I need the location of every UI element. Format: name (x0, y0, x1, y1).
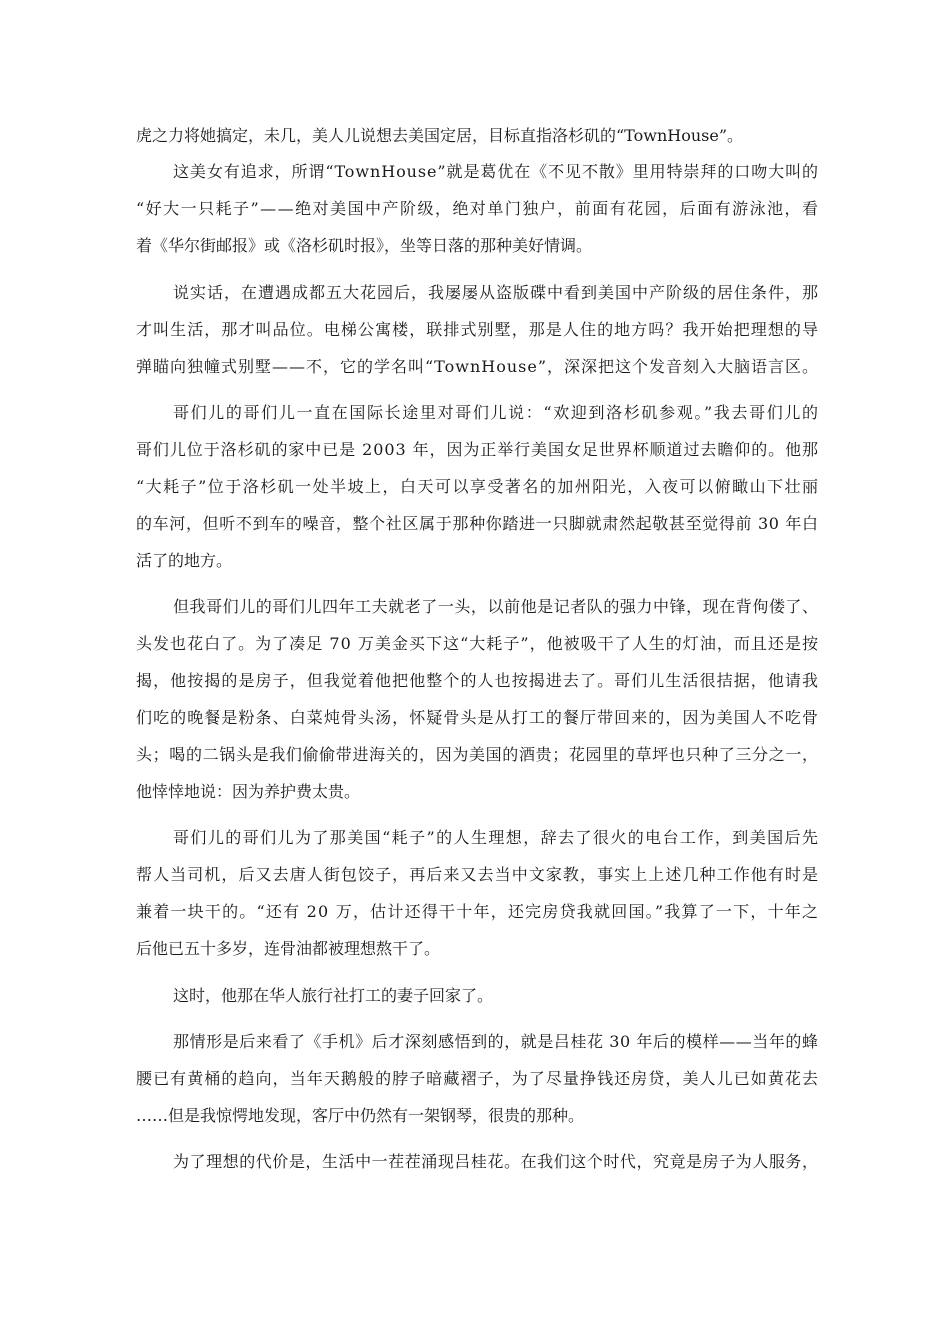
text-line: 头；喝的二锅头是我们偷偷带进海关的，因为美国的酒贵；花园里的草坪也只种了三分之一， (136, 745, 819, 764)
text-line: 兼着一块干的。“还有 20 万，估计还得干十年，还完房贷我就回国。”我算了一下，十年之 (136, 902, 820, 921)
text-line: 腰已有黄桶的趋向，当年天鹅般的脖子暗藏褶子，为了尽量挣钱还房贷，美人儿已如黄花去 (136, 1069, 820, 1088)
text-line: 后他已五十多岁，连骨油都被理想熬干了。 (136, 939, 441, 958)
text-line: 为了理想的代价是，生活中一茬茬涌现吕桂花。在我们这个时代，究竟是房子为人服务， (173, 1152, 819, 1171)
text-line: 帮人当司机，后又去唐人街包饺子，再后来又去当中文家教，事实上上述几种工作他有时是 (136, 865, 820, 884)
text-line: 才叫生活，那才叫品位。电梯公寓楼，联排式别墅，那是人住的地方吗？我开始把理想的导 (136, 320, 820, 339)
text-line: 那情形是后来看了《手机》后才深刻感悟到的，就是吕桂花 30 年后的模样——当年的蜂 (173, 1032, 819, 1051)
text-line: 但我哥们儿的哥们儿四年工夫就老了一头，以前他是记者队的强力中锋，现在背佝偻了、 (173, 597, 819, 616)
text-line: 哥们儿的哥们儿为了那美国“耗子”的人生理想，辞去了很火的电台工作，到美国后先 (173, 828, 820, 847)
text-line: 头发也花白了。为了凑足 70 万美金买下这“大耗子”，他被吸干了人生的灯油，而且还是按 (136, 634, 820, 653)
text-line: 他悻悻地说：因为养护费太贵。 (136, 782, 361, 801)
text-line: 活了的地方。 (136, 551, 233, 570)
text-line: 哥们儿位于洛杉矶的家中已是 2003 年，因为正举行美国女足世界杯顺道过去瞻仰的。他那 (136, 440, 819, 459)
text-line: 这时，他那在华人旅行社打工的妻子回家了。 (173, 986, 494, 1005)
text-line: 这美女有追求，所谓“TownHouse”就是葛优在《不见不散》里用特崇拜的口吻大叫的 (173, 162, 819, 181)
text-line: 虎之力将她搞定，未几，美人儿说想去美国定居，目标直指洛杉矶的“TownHouse”。 (136, 126, 743, 145)
text-line: 揭，他按揭的是房子，但我觉着他把他整个的人也按揭进去了。哥们儿生活很拮据，他请我 (136, 671, 820, 690)
text-line: 着《华尔街邮报》或《洛杉矶时报》，坐等日落的那种美好情调。 (136, 236, 593, 255)
text-line: 说实话，在遭遇成都五大花园后，我屡屡从盗版碟中看到美国中产阶级的居住条件，那 (173, 283, 820, 302)
text-line: “好大一只耗子”——绝对美国中产阶级，绝对单门独户，前面有花园，后面有游泳池，看 (136, 199, 820, 218)
text-line: “大耗子”位于洛杉矶一处半坡上，白天可以享受著名的加州阳光，入夜可以俯瞰山下壮丽 (136, 477, 820, 496)
text-line: ……但是我惊愕地发现，客厅中仍然有一架钢琴，很贵的那种。 (136, 1106, 585, 1125)
text-line: 们吃的晚餐是粉条、白菜炖骨头汤，怀疑骨头是从打工的餐厅带回来的，因为美国人不吃骨 (136, 708, 820, 727)
text-line: 弹瞄向独幢式别墅——不，它的学名叫“TownHouse”，深深把这个发音刻入大脑语言区。 (136, 357, 819, 376)
text-line: 的车河，但听不到车的噪音，整个社区属于那种你踏进一只脚就肃然起敬甚至觉得前 30 年白 (136, 514, 819, 533)
text-line: 哥们儿的哥们儿一直在国际长途里对哥们儿说：“欢迎到洛杉矶参观。”我去哥们儿的 (173, 403, 820, 422)
